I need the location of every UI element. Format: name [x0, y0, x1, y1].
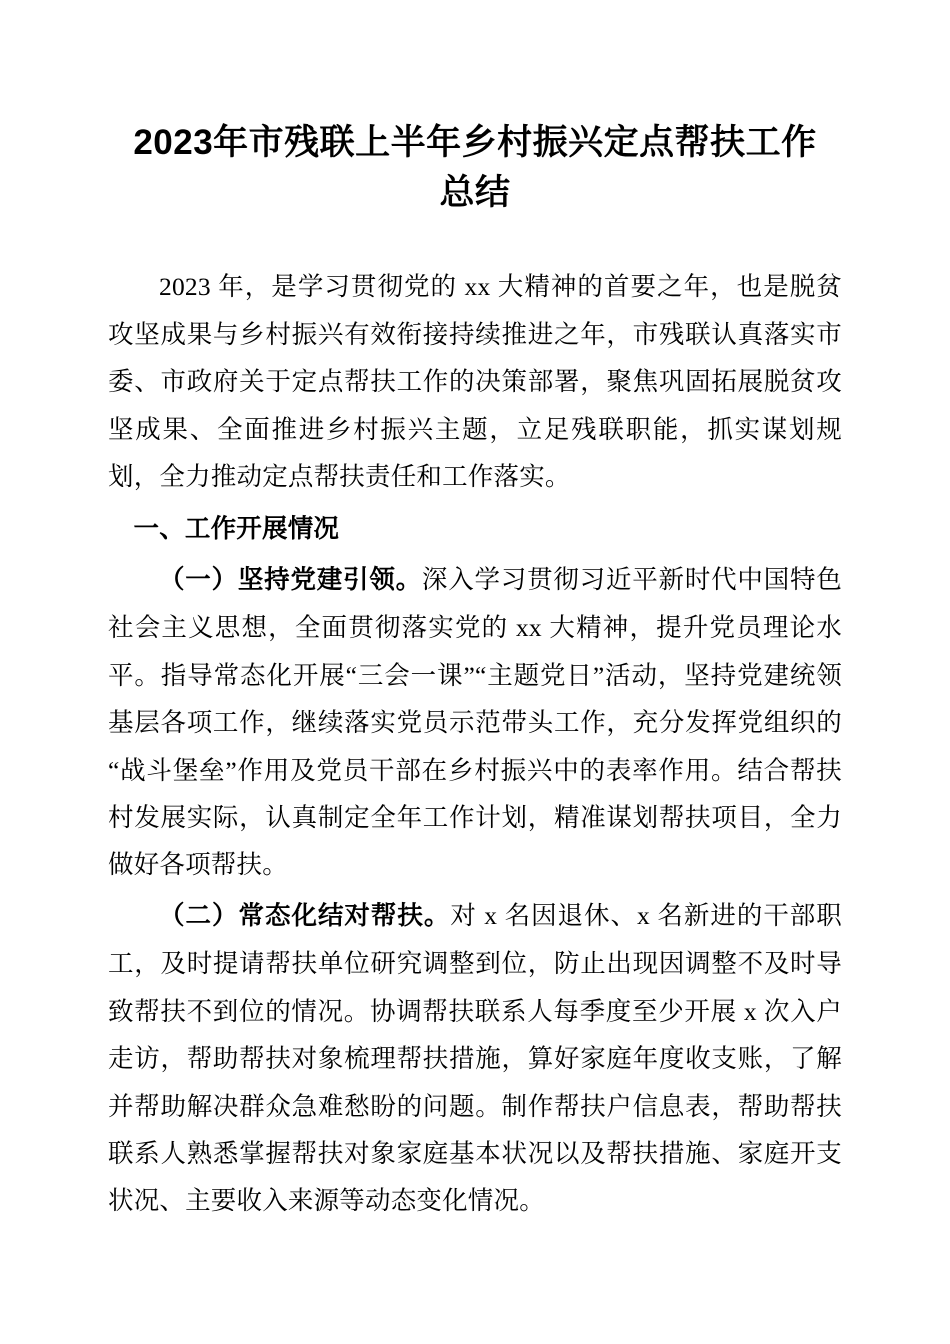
subsection-pairing-assistance-lead: （二）常态化结对帮扶。: [159, 901, 451, 930]
section-heading-one: 一、工作开展情况: [133, 515, 340, 544]
subsection-party-building-lead: （一）坚持党建引领。: [159, 565, 422, 594]
subsection-party-building-body: 深入学习贯彻习近平新时代中国特色社会主义思想，全面贯彻落实党的 xx 大精神，提升党员理论水平。指导常态化开展“三会一课”“主题党日”活动，坚持党建统领基层各项工作，继续落实党员示范带头工作，充分发挥党组织的“战斗堡垒”作用及党员干部在乡村振兴中的表率作用。结合帮扶村发展实际，认真制定全年工作计划，精准谋划帮扶项目，全力做好各项帮扶。: [108, 564, 842, 880]
subsection-party-building: [108, 556, 842, 889]
intro-paragraph: 2023 年，是学习贯彻党的 xx 大精神的首要之年，也是脱贫攻坚成果与乡村振兴有效衔接持续推进之年，市残联认真落实市委、市政府关于定点帮扶工作的决策部署，聚焦巩固拓展脱贫攻坚成果、全面推进乡村振兴主题，立足残联职能，抓实谋划规划，全力推动定点帮扶责任和工作落实。: [108, 272, 842, 492]
page-title: 2023年市残联上半年乡村振兴定点帮扶工作总结: [133, 123, 817, 212]
subsection-pairing-assistance: [108, 892, 842, 1225]
subsection-pairing-assistance-body: 对 x 名因退休、x 名新进的干部职工，及时提请帮扶单位研究调整到位，防止出现因调整不及时导致帮扶不到位的情况。协调帮扶联系人每季度至少开展 x 次入户走访，帮助帮扶对象梳理帮扶措施，算好家庭年度收支账，了解并帮助解决群众急难愁盼的问题。制作帮扶户信息表，帮助帮扶联系人熟悉掌握帮扶对象家庭基本状况以及帮扶措施、家庭开支状况、主要收入来源等动态变化情况。: [108, 900, 842, 1216]
